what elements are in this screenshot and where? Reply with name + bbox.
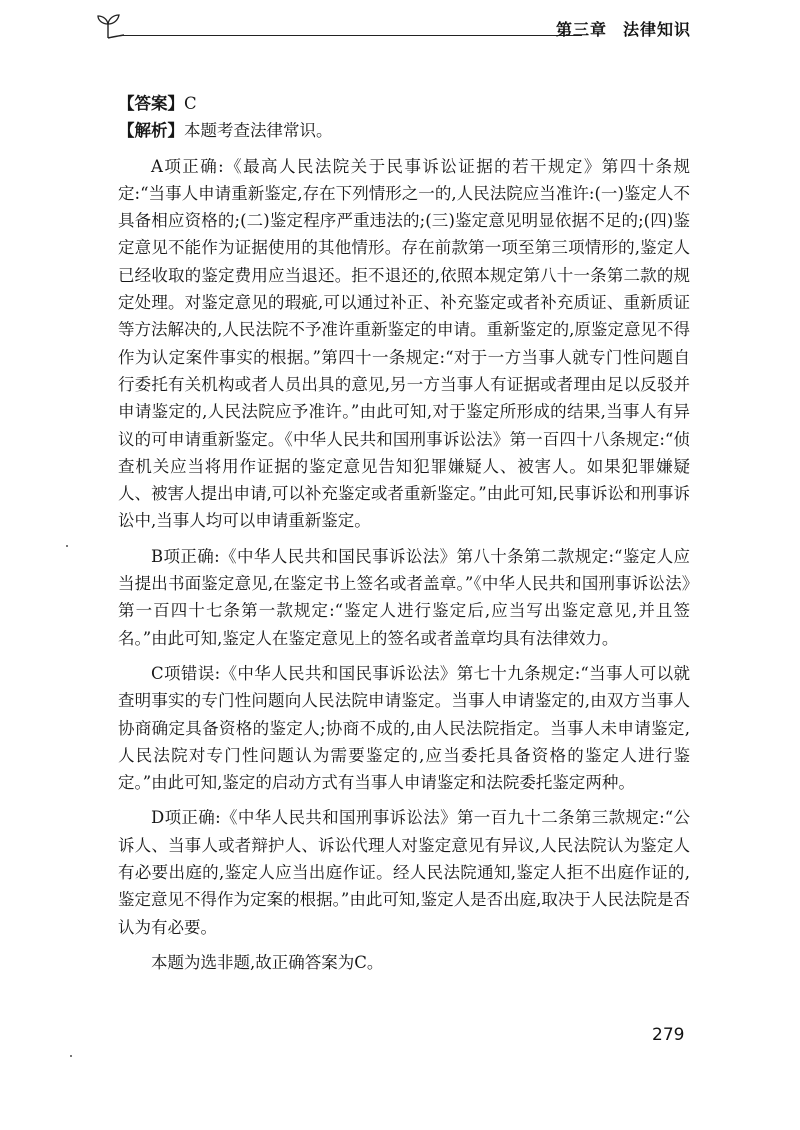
- answer-label: 【答案】: [118, 94, 184, 113]
- scan-speck: [66, 545, 68, 547]
- chapter-label: 第三章: [556, 20, 608, 39]
- paragraph-conclusion: 本题为选非题,故正确答案为C。: [151, 952, 384, 972]
- page-number: 279: [652, 1025, 685, 1045]
- paragraph-option-d: D项正确:《中华人民共和国刑事诉讼法》第一百九十二条第三款规定:“公诉人、当事人或者辩护人、诉讼代理人对鉴定意见有异议,人民法院认为鉴定人有必要出庭的,鉴定人应当出庭作证。经人民法院通知,鉴定人拒不出庭作证的,鉴定意见不得作为定案的根据。”由此可知,鉴定人是否出庭,取决于人民法院是否认为有必要。: [118, 808, 690, 937]
- header-rule: [122, 35, 582, 36]
- paragraph-option-c: C项错误:《中华人民共和国民事诉讼法》第七十九条规定:“当事人可以就查明事实的专门性问题向人民法院申请鉴定。当事人申请鉴定的,由双方当事人协商确定具备资格的鉴定人;协商不成的,由人民法院指定。当事人未申请鉴定,人民法院对专门性问题认为需要鉴定的,应当委托具备资格的鉴定人进行鉴定。”由此可知,鉴定的启动方式有当事人申请鉴定和法院委托鉴定两种。: [118, 663, 690, 793]
- answer-value: C: [184, 94, 197, 113]
- page-body: [118, 90, 690, 984]
- answer-line: [118, 90, 690, 117]
- analysis-label: 【解析】: [118, 121, 184, 141]
- paragraph-option-b: B项正确:《中华人民共和国民事诉讼法》第八十条第二款规定:“鉴定人应当提出书面鉴定意见,在鉴定书上签名或者盖章。”《中华人民共和国刑事诉讼法》第一百四十七条第一款规定:“鉴定人进行鉴定后,应当写出鉴定意见,并且签名。”由此可知,鉴定人在鉴定意见上的签名或者盖章均具有法律效力。: [118, 546, 690, 648]
- sprout-icon: [92, 12, 128, 42]
- analysis-line: [118, 117, 690, 144]
- analysis-text: 本题考查法律常识。: [184, 121, 333, 141]
- scan-speck: [70, 1055, 72, 1057]
- chapter-title: 法律知识: [623, 20, 692, 39]
- paragraph-option-a: A项正确:《最高人民法院关于民事诉讼证据的若干规定》第四十条规定:“当事人申请重新鉴定,存在下列情形之一的,人民法院应当准许:(一)鉴定人不具备相应资格的;(二)鉴定程序严重违法的;(三)鉴定意见明显依据不足的;(四)鉴定意见不能作为证据使用的其他情形。存在前款第一项至第三项情形的,鉴定人已经收取的鉴定费用应当退还。拒不退还的,依照本规定第八十一条第二款的规定处理。对鉴定意见的瑕疵,可以通过补正、补充鉴定或者补充质证、重新质证等方法解决的,人民法院不予准许重新鉴定的申请。重新鉴定的,原鉴定意见不得作为认定案件事实的根据。”第四十一条规定:“对于一方当事人就专门性问题自行委托有关机构或者人员出具的意见,另一方当事人有证据或者理由足以反驳并申请鉴定的,人民法院应予准许。”由此可知,对于鉴定所形成的结果,当事人有异议的可申请重新鉴定。《中华人民共和国刑事诉讼法》第一百四十八条规定:“侦查机关应当将用作证据的鉴定意见告知犯罪嫌疑人、被害人。如果犯罪嫌疑人、被害人提出申请,可以补充鉴定或者重新鉴定。”由此可知,民事诉讼和刑事诉讼中,当事人均可以申请重新鉴定。: [118, 156, 690, 531]
- running-header: [556, 17, 691, 40]
